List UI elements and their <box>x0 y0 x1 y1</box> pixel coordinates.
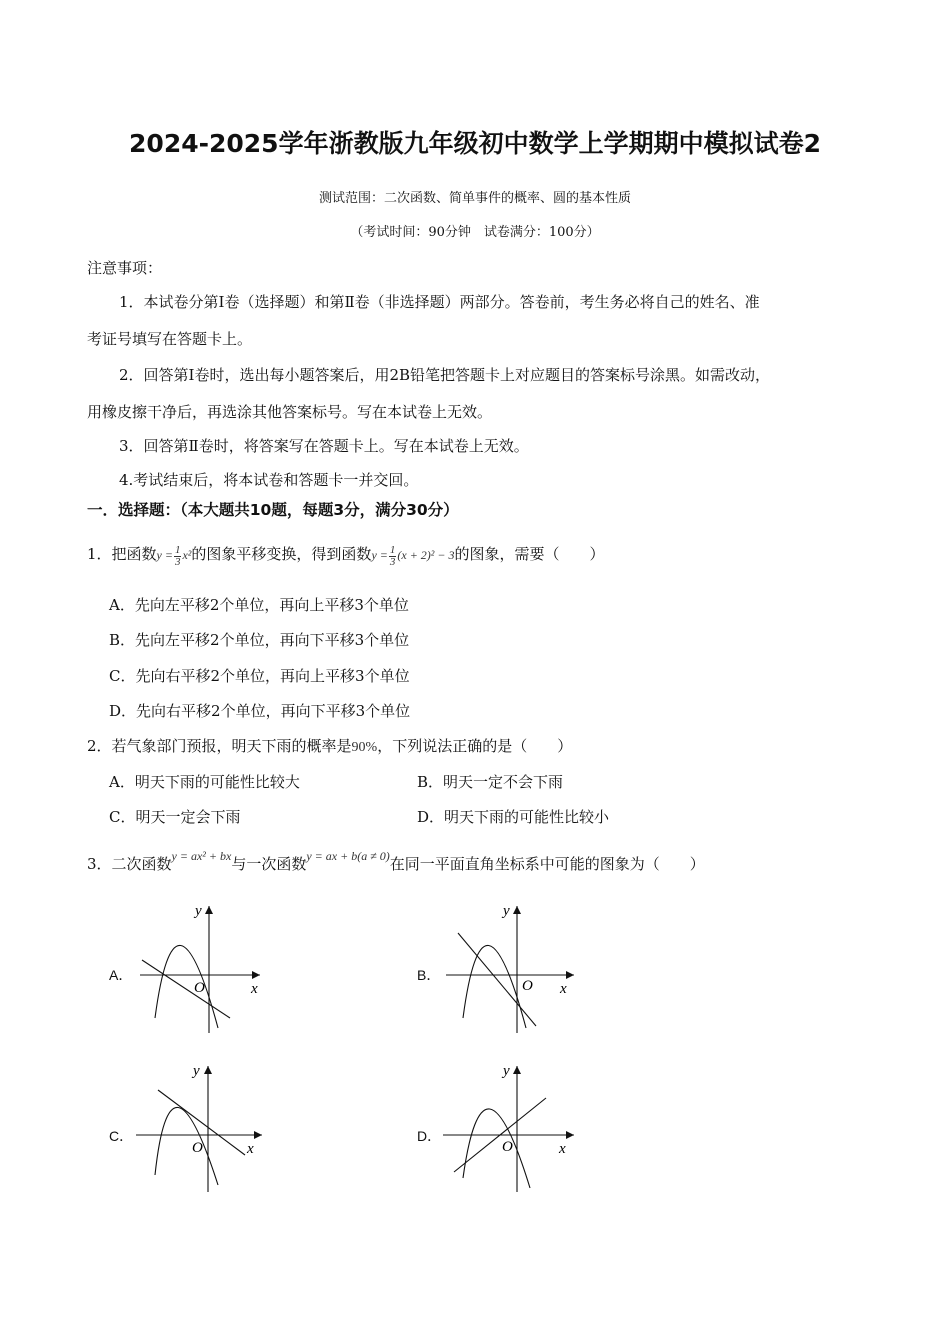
q1-option-b[interactable]: B．先向左平移2个单位，再向下平移3个单位 <box>109 631 410 649</box>
question-2 <box>87 735 572 756</box>
q1-option-a[interactable]: A．先向左平移2个单位，再向上平移3个单位 <box>109 596 409 614</box>
svg-text:y: y <box>193 1063 200 1079</box>
q3-graph-d[interactable] <box>438 1060 583 1200</box>
q1-formula-2: y = $\frac{1}{3}$ (x + 2)² − 3 <box>371 543 455 568</box>
q3-prefix: 3．二次函数 <box>87 855 172 873</box>
x-label: x <box>251 981 258 997</box>
page-title: 2024-2025学年浙教版九年级初中数学上学期期中模拟试卷2 <box>129 129 821 158</box>
q2-suffix: ，下列说法正确的是（ ） <box>377 737 573 755</box>
q3-graph-label-b[interactable]: B． <box>417 967 441 983</box>
question-3 <box>87 849 705 874</box>
svg-text:y: y <box>503 1063 510 1079</box>
svg-text:O: O <box>522 978 533 994</box>
q2-option-d[interactable]: D．明天下雨的可能性比较小 <box>417 808 610 826</box>
q3-suffix: 在同一平面直角坐标系中可能的图象为（ ） <box>389 855 705 873</box>
q1-formula-1: y = $\frac{1}{3}$ x² <box>156 543 192 568</box>
svg-text:O: O <box>192 1140 203 1156</box>
test-scope: 测试范围：二次函数、简单事件的概率、圆的基本性质 <box>318 191 631 206</box>
q3-formula-2: y = ax + b(a ≠ 0) <box>306 849 390 863</box>
q2-probability: 90% <box>351 740 378 755</box>
q2-option-c[interactable]: C．明天一定会下雨 <box>109 808 241 826</box>
q3-graph-label-d[interactable]: D． <box>417 1128 442 1144</box>
x-axis-arrow <box>252 971 260 979</box>
notice-item-1-cont: 考证号填写在答题卡上。 <box>87 330 253 348</box>
q3-formula-1: y = ax² + bx <box>171 849 232 863</box>
question-1 <box>87 536 605 573</box>
time-info: （考试时间：90分钟 试卷满分：100分） <box>350 225 600 240</box>
notice-heading: 注意事项： <box>87 259 163 277</box>
q1-option-c[interactable]: C．先向右平移2个单位，再向上平移3个单位 <box>109 667 410 685</box>
origin-label: O <box>194 980 205 996</box>
notice-item-1: 1．本试卷分第Ⅰ卷（选择题）和第Ⅱ卷（非选择题）两部分。答卷前，考生务必将自己的姓名、准 <box>119 293 760 311</box>
q3-graph-label-a[interactable]: A． <box>109 967 133 983</box>
svg-text:O: O <box>502 1139 513 1155</box>
notice-item-2-cont: 用橡皮擦干净后，再选涂其他答案标号。写在本试卷上无效。 <box>87 403 493 421</box>
section-heading: 一．选择题：（本大题共10题，每题3分，满分30分） <box>87 501 459 519</box>
notice-item-4: 4.考试结束后，将本试卷和答题卡一并交回。 <box>119 471 419 489</box>
q3-graph-label-c[interactable]: C． <box>109 1128 134 1144</box>
q3-graph-a[interactable] <box>130 898 275 1038</box>
notice-item-3: 3．回答第Ⅱ卷时，将答案写在答题卡上。写在本试卷上无效。 <box>119 437 529 455</box>
line <box>142 960 230 1018</box>
q2-prefix: 2．若气象部门预报，明天下雨的概率是 <box>87 737 352 755</box>
q1-suffix: 的图象，需要（ ） <box>454 545 605 563</box>
q1-mid: 的图象平移变换，得到函数 <box>191 545 372 563</box>
svg-text:x: x <box>560 981 567 997</box>
q2-option-b[interactable]: B．明天一定不会下雨 <box>417 773 564 791</box>
y-axis-arrow <box>205 906 213 914</box>
svg-text:x: x <box>559 1141 566 1157</box>
q1-option-d[interactable]: D．先向右平移2个单位，再向下平移3个单位 <box>109 702 411 720</box>
q2-option-a[interactable]: A．明天下雨的可能性比较大 <box>109 773 300 791</box>
svg-text:x: x <box>247 1141 254 1157</box>
q3-mid: 与一次函数 <box>231 855 307 873</box>
q3-graph-c[interactable] <box>130 1060 275 1200</box>
y-label: y <box>195 903 202 919</box>
svg-text:y: y <box>503 903 510 919</box>
q3-graph-b[interactable] <box>438 898 583 1038</box>
notice-item-2: 2．回答第Ⅰ卷时，选出每小题答案后，用2B铅笔把答题卡上对应题目的答案标号涂黑。如需改动， <box>119 366 771 384</box>
q1-prefix: 1．把函数 <box>87 545 157 563</box>
